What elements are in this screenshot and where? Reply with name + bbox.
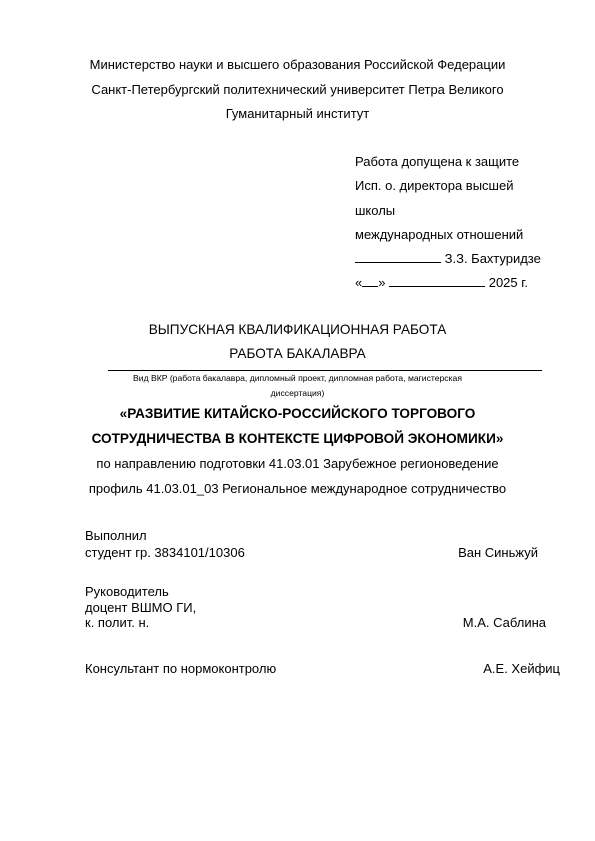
work-type-title: ВЫПУСКНАЯ КВАЛИФИКАЦИОННАЯ РАБОТА: [148, 322, 447, 337]
date-quote-close: »: [378, 275, 386, 290]
approval-signatory: З.З. Бахтуридзе: [444, 251, 541, 266]
consultant-role: Консультант по нормоконтролю: [85, 661, 277, 676]
approval-line-1: Работа допущена к защите: [355, 154, 520, 169]
supervisor-position: доцент ВШМО ГИ,: [85, 600, 197, 615]
consultant-name: А.Е. Хейфиц: [483, 661, 560, 676]
study-profile: профиль 41.03.01_03 Региональное международное сотрудничество: [88, 481, 507, 496]
ministry-name: Министерство науки и высшего образования Российской Федерации: [89, 57, 506, 72]
topic-line-2: СОТРУДНИЧЕСТВА В КОНТЕКСТЕ ЦИФРОВОЙ ЭКОНОМИКИ»: [91, 431, 504, 446]
supervisor-role: Руководитель: [85, 584, 169, 599]
study-direction: по направлению подготовки 41.03.01 Зарубежное регионоведение: [96, 456, 499, 471]
approval-line-4: международных отношений: [355, 227, 524, 242]
supervisor-degree: к. полит. н.: [85, 615, 150, 630]
signature-blank: [355, 262, 441, 263]
supervisor-name: М.А. Саблина: [462, 615, 546, 630]
author-name: Ван Синьжуй: [458, 545, 538, 560]
approval-line-2: Исп. о. директора высшей: [355, 178, 514, 193]
institute-name: Гуманитарный институт: [225, 106, 370, 121]
day-blank: [362, 286, 378, 287]
approval-year: 2025 г.: [488, 275, 529, 290]
work-type-hint-line-2: диссертация): [270, 388, 325, 398]
approval-line-3: школы: [355, 203, 396, 218]
work-type-hint-line-1: Вид ВКР (работа бакалавра, дипломный проект, дипломная работа, магистерская: [133, 373, 462, 383]
author-group: студент гр. 3834101/10306: [85, 545, 245, 560]
work-type-subtitle: РАБОТА БАКАЛАВРА: [229, 346, 366, 361]
approval-signature-line: [355, 251, 541, 266]
month-blank: [389, 286, 485, 287]
date-quote-open: «: [355, 275, 363, 290]
topic-line-1: «РАЗВИТИЕ КИТАЙСКО-РОССИЙСКОГО ТОРГОВОГО: [119, 406, 476, 421]
work-type-rule: [108, 370, 542, 371]
university-name: Санкт-Петербургский политехнический университет Петра Великого: [91, 82, 504, 97]
author-role: Выполнил: [85, 528, 147, 543]
approval-date-line: [355, 275, 528, 290]
